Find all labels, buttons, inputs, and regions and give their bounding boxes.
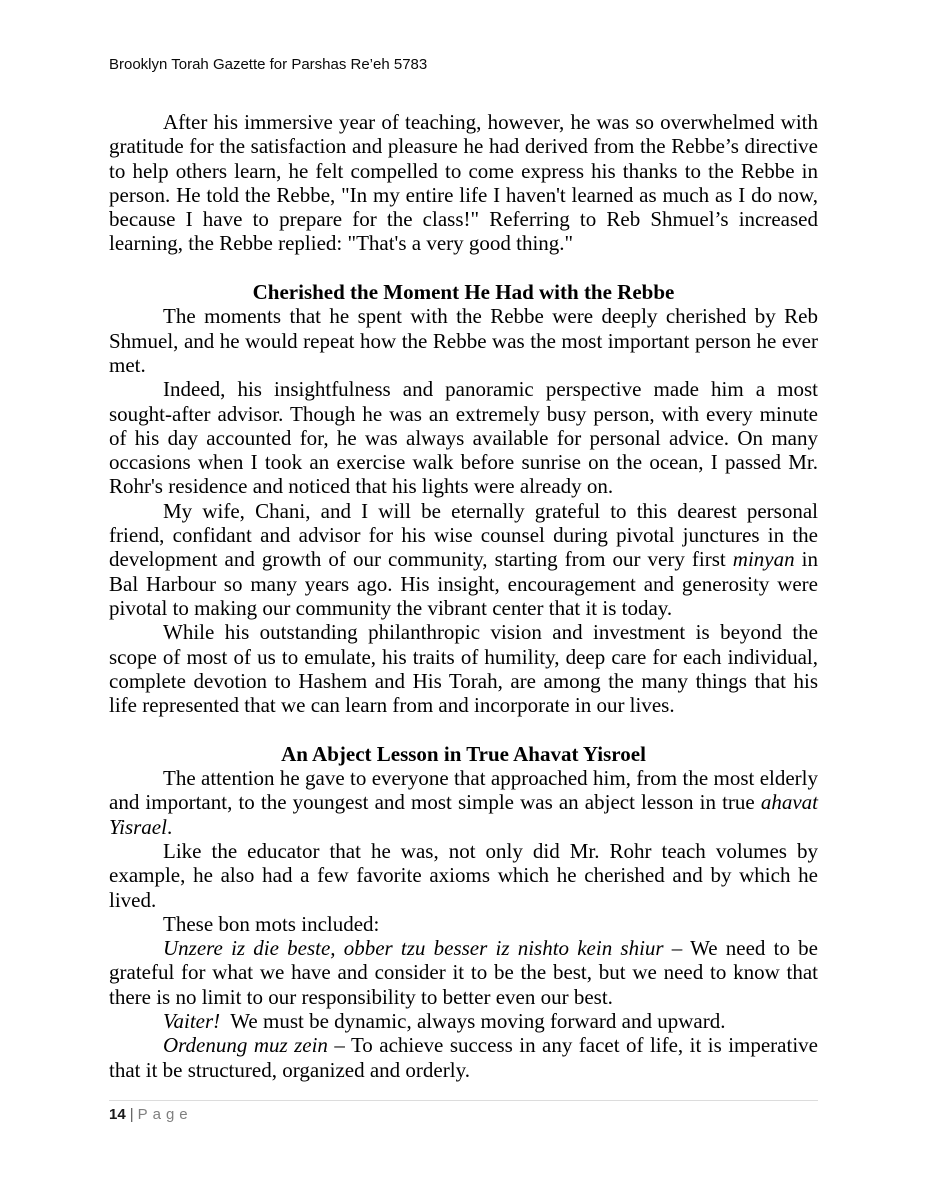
- italic-text-run: ahavat Yisrael: [109, 790, 818, 839]
- text-run: The attention he gave to everyone that approached him, from the most elderly and important, to the youngest and most simple was an abject lesson in true: [109, 766, 818, 815]
- body-paragraph: [109, 936, 818, 1009]
- body-paragraph: [109, 839, 818, 912]
- italic-text-run: Ordenung muz zein: [163, 1033, 328, 1058]
- text-run: .: [166, 814, 173, 839]
- italic-text-run: Unzere iz die beste, obber tzu besser iz nishto kein shiur: [163, 936, 664, 961]
- text-run: in Bal Harbour so many years ago. His insight, encouragement and generosity were pivotal to making our community the vibrant center that it is today.: [109, 547, 818, 620]
- body-paragraph: [109, 766, 818, 839]
- running-header: Brooklyn Torah Gazette for Parshas Re’eh 5783: [109, 56, 428, 73]
- text-run: Like the educator that he was, not only did Mr. Rohr teach volumes by example, he also had a few favorite axioms which he cherished and by which he lived.: [109, 838, 818, 912]
- text-run: – We need to be grateful for what we have and consider it to be the best, but we need to know that there is no limit to our responsibility to better even our best.: [109, 936, 818, 1009]
- text-run: While his outstanding philanthropic vision and investment is beyond the scope of most of us to emulate, his traits of humility, deep care for each individual, complete devotion to Hashem and His Torah, are among the many things that his life represented that we can learn from and incorporate in our lives.: [109, 620, 818, 718]
- section-heading: [109, 742, 818, 766]
- text-run: – To achieve success in any facet of life, it is imperative that it be structured, organized and orderly.: [109, 1033, 818, 1082]
- text-run: We must be dynamic, always moving forward and upward.: [220, 1008, 726, 1033]
- italic-text-run: minyan: [732, 547, 795, 572]
- italic-text-run: Vaiter!: [163, 1008, 221, 1033]
- section-heading: [109, 280, 818, 304]
- text-run: An Abject Lesson in True Ahavat Yisroel: [281, 741, 646, 766]
- body-paragraph: [109, 1033, 818, 1082]
- text-run: Indeed, his insightfulness and panoramic perspective made him a most sought-after advisor. Though he was an extremely busy person, with every minute of his day accounted for, he was always available for personal advice. On many occasions when I took an exercise walk before sunrise on the ocean, I passed Mr. Rohr's residence and noticed that his lights were already on.: [109, 377, 818, 499]
- body-paragraph: [109, 377, 818, 498]
- body-paragraph: [109, 620, 818, 717]
- body-paragraph: [109, 912, 818, 936]
- body-paragraph: [109, 499, 818, 620]
- body-paragraph: [109, 1009, 818, 1033]
- footer-separator: |: [129, 1106, 134, 1123]
- text-run: These bon mots included:: [163, 911, 380, 936]
- page-number: 14: [109, 1106, 126, 1123]
- text-run: My wife, Chani, and I will be eternally grateful to this dearest personal friend, confidant and advisor for his wise counsel during pivotal junctures in the development and growth of our community, starting from our very first: [109, 498, 818, 572]
- document-body: [109, 110, 818, 1082]
- footer-page-label: Page: [137, 1106, 193, 1123]
- body-paragraph: [109, 304, 818, 377]
- text-run: The moments that he spent with the Rebbe were deeply cherished by Reb Shmuel, and he would repeat how the Rebbe was the most important person he ever met.: [109, 304, 818, 377]
- page-footer: [109, 1100, 818, 1123]
- text-run: Cherished the Moment He Had with the Rebbe: [252, 280, 675, 305]
- body-paragraph: [109, 110, 818, 256]
- text-run: After his immersive year of teaching, however, he was so overwhelmed with gratitude for the satisfaction and pleasure he had derived from the Rebbe’s directive to help others learn, he felt compelled to come express his thanks to the Rebbe in person. He told the Rebbe, "In my entire life I haven't learned as much as I do now, because I have to prepare for the class!" Referring to Reb Shmuel’s increased learning, the Rebbe replied: "That's a very good thing.": [109, 110, 818, 256]
